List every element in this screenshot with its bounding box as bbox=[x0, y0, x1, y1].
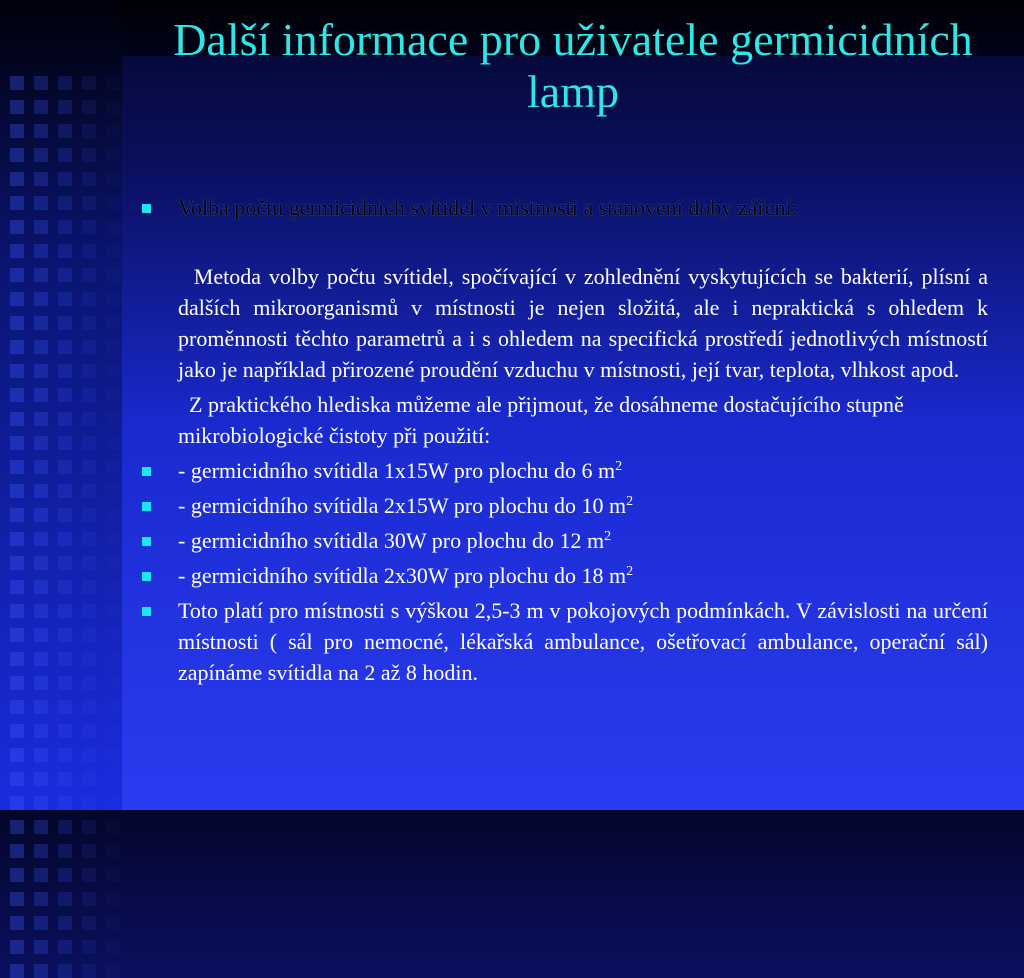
decorative-square bbox=[10, 700, 24, 714]
decorative-square bbox=[58, 364, 72, 378]
decorative-square bbox=[10, 412, 24, 426]
decorative-square bbox=[58, 556, 72, 570]
decorative-square bbox=[106, 772, 120, 786]
decorative-square bbox=[82, 100, 96, 114]
list-item-superscript: 2 bbox=[615, 459, 623, 474]
decorative-square bbox=[34, 916, 48, 930]
decorative-square bbox=[82, 268, 96, 282]
decorative-square bbox=[58, 940, 72, 954]
decorative-square bbox=[10, 364, 24, 378]
decorative-square bbox=[58, 748, 72, 762]
decorative-square bbox=[106, 244, 120, 258]
decorative-square bbox=[58, 508, 72, 522]
decorative-square bbox=[106, 124, 120, 138]
decorative-square bbox=[34, 436, 48, 450]
decorative-square bbox=[58, 724, 72, 738]
decorative-square bbox=[10, 196, 24, 210]
slide-title: Další informace pro uživatele germicidních lamp bbox=[173, 14, 973, 117]
decorative-square bbox=[106, 748, 120, 762]
decorative-square bbox=[58, 436, 72, 450]
decorative-square bbox=[34, 220, 48, 234]
decorative-square bbox=[34, 196, 48, 210]
paragraph-method bbox=[138, 261, 988, 385]
decorative-square bbox=[106, 724, 120, 738]
decorative-square bbox=[10, 652, 24, 666]
decorative-square bbox=[10, 172, 24, 186]
square-bullet-icon bbox=[142, 537, 151, 546]
decorative-square bbox=[10, 220, 24, 234]
decorative-square bbox=[106, 556, 120, 570]
decorative-square bbox=[106, 892, 120, 906]
decorative-square bbox=[106, 76, 120, 90]
list-item bbox=[138, 455, 988, 486]
decorative-square bbox=[82, 436, 96, 450]
decorative-square bbox=[82, 844, 96, 858]
decorative-square bbox=[106, 940, 120, 954]
list-item bbox=[138, 490, 988, 521]
decorative-squares bbox=[0, 56, 122, 810]
decorative-square bbox=[10, 628, 24, 642]
square-bullet-icon bbox=[142, 572, 151, 581]
decorative-square bbox=[82, 676, 96, 690]
decorative-square bbox=[34, 316, 48, 330]
decorative-square bbox=[82, 724, 96, 738]
decorative-square bbox=[106, 412, 120, 426]
decorative-square bbox=[10, 916, 24, 930]
decorative-square bbox=[58, 340, 72, 354]
decorative-square bbox=[82, 604, 96, 618]
decorative-square bbox=[82, 580, 96, 594]
decorative-square bbox=[34, 556, 48, 570]
decorative-square bbox=[34, 292, 48, 306]
decorative-square bbox=[106, 844, 120, 858]
decorative-square bbox=[10, 124, 24, 138]
decorative-square bbox=[10, 436, 24, 450]
decorative-square bbox=[10, 844, 24, 858]
decorative-square bbox=[34, 412, 48, 426]
decorative-square bbox=[82, 820, 96, 834]
decorative-square bbox=[82, 484, 96, 498]
decorative-square bbox=[106, 196, 120, 210]
decorative-square bbox=[58, 532, 72, 546]
decorative-square bbox=[34, 172, 48, 186]
decorative-square bbox=[34, 268, 48, 282]
decorative-square bbox=[106, 364, 120, 378]
decorative-square bbox=[10, 964, 24, 978]
decorative-square bbox=[34, 820, 48, 834]
heading-bullet-text: Volba počtu germicidních svítidel v místnosti a stanovení doby záření: bbox=[178, 195, 798, 220]
decorative-square bbox=[106, 652, 120, 666]
decorative-square bbox=[82, 292, 96, 306]
decorative-square bbox=[10, 724, 24, 738]
slide-content bbox=[138, 192, 988, 688]
decorative-square bbox=[10, 148, 24, 162]
decorative-square bbox=[34, 652, 48, 666]
decorative-square bbox=[58, 388, 72, 402]
decorative-square bbox=[58, 580, 72, 594]
list-item-text: - germicidního svítidla 2x30W pro plochu do 18 m bbox=[178, 563, 627, 588]
decorative-square bbox=[82, 532, 96, 546]
list-item bbox=[138, 560, 988, 591]
decorative-square bbox=[82, 196, 96, 210]
decorative-square bbox=[106, 820, 120, 834]
decorative-square bbox=[34, 244, 48, 258]
decorative-square bbox=[34, 364, 48, 378]
decorative-square bbox=[34, 76, 48, 90]
decorative-square bbox=[106, 172, 120, 186]
decorative-square bbox=[10, 340, 24, 354]
list-item-text: - germicidního svítidla 1x15W pro plochu do 6 m bbox=[178, 458, 616, 483]
decorative-square bbox=[82, 652, 96, 666]
decorative-square bbox=[34, 508, 48, 522]
decorative-square bbox=[106, 460, 120, 474]
decorative-square bbox=[58, 676, 72, 690]
decorative-square bbox=[34, 724, 48, 738]
decorative-square bbox=[58, 796, 72, 810]
paragraph-practical-text bbox=[178, 389, 988, 451]
decorative-square bbox=[58, 916, 72, 930]
decorative-square bbox=[10, 604, 24, 618]
decorative-square bbox=[106, 604, 120, 618]
decorative-square bbox=[82, 892, 96, 906]
decorative-square bbox=[106, 100, 120, 114]
decorative-square bbox=[10, 388, 24, 402]
decorative-square bbox=[58, 196, 72, 210]
square-bullet-icon bbox=[142, 204, 151, 213]
decorative-square bbox=[82, 508, 96, 522]
decorative-square bbox=[10, 748, 24, 762]
decorative-square bbox=[58, 652, 72, 666]
decorative-square bbox=[10, 100, 24, 114]
decorative-square bbox=[58, 484, 72, 498]
decorative-square bbox=[58, 124, 72, 138]
square-bullet-icon bbox=[142, 467, 151, 476]
paragraph-practical-content: Z praktického hlediska můžeme ale přijmout, že dosáhneme dostačujícího stupně mikrobiologické čistoty při použití: bbox=[178, 392, 904, 448]
decorative-square bbox=[106, 532, 120, 546]
decorative-square bbox=[58, 628, 72, 642]
decorative-square bbox=[34, 532, 48, 546]
decorative-square bbox=[34, 100, 48, 114]
decorative-square bbox=[106, 580, 120, 594]
decorative-square bbox=[34, 124, 48, 138]
decorative-square bbox=[82, 460, 96, 474]
decorative-square bbox=[106, 484, 120, 498]
decorative-square bbox=[34, 340, 48, 354]
final-bullet-text: Toto platí pro místnosti s výškou 2,5-3 m v pokojových podmínkách. V závislosti na určení místnosti ( sál pro nemocné, lékařská ambulance, ošetřovací ambulance, operační sál) zapínáme svítidla na 2 až 8 hodin. bbox=[178, 598, 988, 685]
decorative-square bbox=[34, 748, 48, 762]
list-item-superscript: 2 bbox=[626, 564, 634, 579]
decorative-square bbox=[58, 316, 72, 330]
list-item-text: - germicidního svítidla 30W pro plochu do 12 m bbox=[178, 528, 605, 553]
decorative-square bbox=[82, 316, 96, 330]
decorative-square bbox=[106, 292, 120, 306]
list-item-superscript: 2 bbox=[604, 529, 612, 544]
decorative-square bbox=[58, 220, 72, 234]
decorative-square bbox=[34, 796, 48, 810]
decorative-square bbox=[106, 628, 120, 642]
decorative-square bbox=[34, 868, 48, 882]
decorative-square bbox=[82, 772, 96, 786]
decorative-square bbox=[82, 340, 96, 354]
decorative-square bbox=[10, 940, 24, 954]
decorative-square bbox=[106, 220, 120, 234]
decorative-square bbox=[34, 388, 48, 402]
list-item bbox=[138, 525, 988, 556]
decorative-square bbox=[82, 916, 96, 930]
list-item-text: - germicidního svítidla 2x15W pro plochu do 10 m bbox=[178, 493, 627, 518]
decorative-square bbox=[106, 796, 120, 810]
decorative-square bbox=[10, 796, 24, 810]
decorative-square bbox=[58, 100, 72, 114]
decorative-square bbox=[34, 484, 48, 498]
heading-bullet bbox=[138, 192, 988, 223]
decorative-square bbox=[10, 460, 24, 474]
decorative-square bbox=[106, 316, 120, 330]
decorative-square bbox=[10, 508, 24, 522]
decorative-square bbox=[34, 940, 48, 954]
decorative-square bbox=[82, 700, 96, 714]
decorative-square bbox=[10, 76, 24, 90]
decorative-square bbox=[82, 388, 96, 402]
decorative-square bbox=[58, 844, 72, 858]
decorative-square bbox=[82, 868, 96, 882]
decorative-square bbox=[82, 172, 96, 186]
square-bullet-icon bbox=[142, 502, 151, 511]
decorative-square bbox=[82, 220, 96, 234]
decorative-square bbox=[10, 292, 24, 306]
decorative-square bbox=[82, 412, 96, 426]
decorative-square bbox=[106, 436, 120, 450]
decorative-square bbox=[82, 76, 96, 90]
decorative-square bbox=[58, 868, 72, 882]
decorative-square bbox=[82, 796, 96, 810]
decorative-square bbox=[82, 940, 96, 954]
paragraph-method-text bbox=[178, 261, 988, 385]
decorative-square bbox=[10, 532, 24, 546]
decorative-square bbox=[82, 628, 96, 642]
decorative-square bbox=[10, 676, 24, 690]
decorative-square bbox=[58, 412, 72, 426]
list-item-superscript: 2 bbox=[626, 494, 634, 509]
decorative-square bbox=[10, 820, 24, 834]
decorative-square bbox=[34, 844, 48, 858]
decorative-square bbox=[58, 460, 72, 474]
decorative-square bbox=[34, 460, 48, 474]
decorative-square bbox=[106, 676, 120, 690]
decorative-square bbox=[58, 244, 72, 258]
decorative-square bbox=[10, 316, 24, 330]
decorative-square bbox=[82, 364, 96, 378]
decorative-square bbox=[34, 772, 48, 786]
decorative-square bbox=[58, 268, 72, 282]
decorative-square bbox=[106, 148, 120, 162]
decorative-square bbox=[10, 892, 24, 906]
decorative-square bbox=[10, 580, 24, 594]
square-bullet-icon bbox=[142, 607, 151, 616]
decorative-square bbox=[106, 388, 120, 402]
decorative-square bbox=[34, 580, 48, 594]
decorative-square bbox=[34, 148, 48, 162]
final-bullet bbox=[138, 595, 988, 688]
decorative-square bbox=[82, 556, 96, 570]
paragraph-practical bbox=[138, 389, 988, 451]
decorative-square bbox=[58, 148, 72, 162]
decorative-square bbox=[106, 340, 120, 354]
decorative-square bbox=[106, 964, 120, 978]
decorative-square bbox=[106, 268, 120, 282]
decorative-square bbox=[10, 484, 24, 498]
decorative-square bbox=[106, 868, 120, 882]
decorative-square bbox=[34, 964, 48, 978]
decorative-square bbox=[58, 820, 72, 834]
decorative-square bbox=[34, 700, 48, 714]
decorative-square bbox=[58, 700, 72, 714]
decorative-square bbox=[34, 628, 48, 642]
decorative-square bbox=[58, 76, 72, 90]
decorative-square bbox=[34, 676, 48, 690]
decorative-square bbox=[106, 700, 120, 714]
decorative-square bbox=[34, 892, 48, 906]
decorative-square bbox=[10, 244, 24, 258]
decorative-square bbox=[82, 244, 96, 258]
decorative-square bbox=[58, 604, 72, 618]
decorative-square bbox=[82, 148, 96, 162]
decorative-square bbox=[82, 124, 96, 138]
decorative-square bbox=[58, 772, 72, 786]
decorative-square bbox=[82, 964, 96, 978]
decorative-square bbox=[10, 268, 24, 282]
decorative-square bbox=[58, 892, 72, 906]
decorative-square bbox=[58, 964, 72, 978]
decorative-square bbox=[10, 772, 24, 786]
decorative-square bbox=[106, 916, 120, 930]
decorative-square bbox=[10, 868, 24, 882]
decorative-square bbox=[106, 508, 120, 522]
decorative-square bbox=[34, 604, 48, 618]
decorative-square bbox=[58, 292, 72, 306]
decorative-square bbox=[10, 556, 24, 570]
paragraph-method-content: Metoda volby počtu svítidel, spočívající v zohlednění vyskytujících se bakterií, plísní a dalších mikroorganismů v místnosti je nejen složitá, ale i nepraktická s ohledem k proměnnosti těchto parametrů a i s ohledem na specifická prostředí jednotlivých místností jako je například přirozené proudění vzduchu v místnosti, její tvar, teplota, vlhkost apod. bbox=[178, 264, 989, 382]
decorative-square bbox=[82, 748, 96, 762]
decorative-square bbox=[58, 172, 72, 186]
